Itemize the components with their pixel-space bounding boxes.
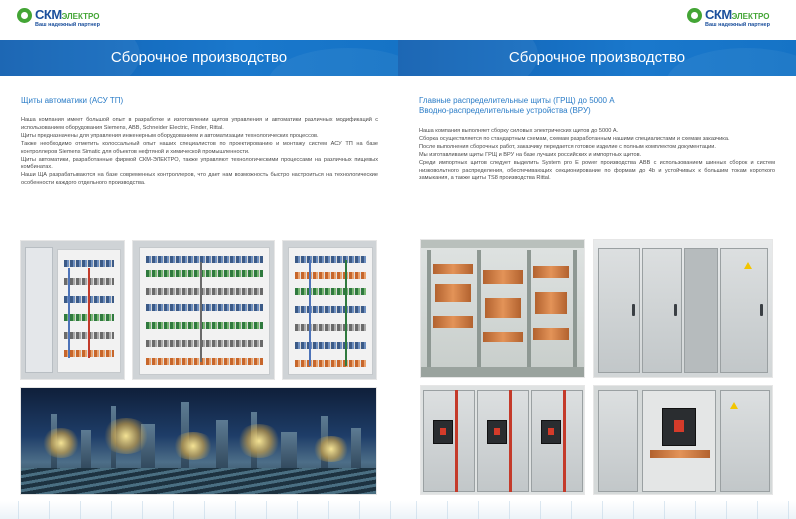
brand-tagline: Ваш надежный партнер: [705, 22, 770, 28]
brand-tagline: Ваш надежный партнер: [35, 22, 100, 28]
paragraph: Среди импортных щитов следует выделить System pro E power производства ABB с использованием шинных сборок и систем низковольтного распределения, обеспечивающих секционирование по формам до 4b и устойчивых к большим токам короткого замыкания, а также щиты TS8 производства Rittal.: [419, 159, 775, 182]
heading-line: Главные распределительные щиты (ГРЩ) до 5000 А: [419, 96, 615, 105]
circuit-decoration: [0, 501, 398, 519]
photo-breaker-panels: [420, 385, 585, 495]
body-text: [419, 128, 775, 183]
photo-control-cabinet-1: [20, 240, 125, 380]
section-heading: [419, 96, 779, 116]
section-banner: [0, 40, 398, 76]
section-banner: [398, 40, 796, 76]
paragraph: Щиты автоматики, разработанные фирмой СКМ-ЭЛЕКТРО, также управляют технологическими процессами на различных пищевых комбинатах.: [21, 156, 378, 171]
body-text: [21, 117, 378, 188]
paragraph: Мы изготавливаем щиты ГРЩ и ВРУ на базе лучших российских и импортных щитов.: [419, 151, 642, 158]
paragraph: Наша компания имеет большой опыт в разработке и изготовлении щитов управления и автоматики различных модификаций с использованием оборудования Siemens, ABB, Schneider Electric, Finder, Rittal.: [21, 117, 378, 131]
circuit-decoration: [398, 501, 796, 519]
brand-logo: [687, 7, 785, 33]
photo-industrial-plant: [20, 387, 377, 495]
right-page: [398, 0, 796, 519]
brand-name: СКМЭЛЕКТРО: [35, 7, 100, 22]
photo-switchgear-cabinets: [593, 239, 773, 378]
brand-circle-icon: [17, 8, 32, 23]
banner-title: Сборочное производство: [110, 49, 288, 66]
brand-circle-icon: [687, 8, 702, 23]
photo-control-cabinet-3: [282, 240, 377, 380]
photo-busbar-assembly: [420, 239, 585, 378]
brand-name: СКМЭЛЕКТРО: [705, 7, 770, 22]
section-heading: Щиты автоматики (АСУ ТП): [21, 96, 124, 105]
paragraph: После выполнения сборочных работ, заказчику передается готовое изделие с полным комплектом документации.: [419, 143, 716, 150]
photo-open-breaker-cabinet: [593, 385, 773, 495]
paragraph: Также необходимо отметить колоссальный опыт наших специалистов по проектированию и монтажу систем АСУ ТП на базе контроллеров Siemens Simatic для объектов нефтяной и химической промышленности.: [21, 140, 378, 155]
photo-control-cabinet-2: [132, 240, 275, 380]
banner-title: Сборочное производство: [508, 49, 686, 66]
heading-line: Вводно-распределительные устройства (ВРУ): [419, 106, 591, 115]
paragraph: Наша компания выполняет сборку силовых электрических щитов до 5000 А.: [419, 128, 619, 134]
paragraph: Сборка осуществляется по стандартным схемам, схемам разработанным нашими специалистами и схемам заказчика.: [419, 135, 730, 142]
paragraph: Щиты предназначены для управления инженерным оборудованием и автоматизации технологических процессов.: [21, 132, 319, 139]
paragraph: Наши ЩА разрабатываются на базе современных контроллеров, что дает нам возможность быстро настроиться на технологические особенности каждого отдельного производства.: [21, 172, 378, 187]
brand-logo: [17, 7, 115, 33]
